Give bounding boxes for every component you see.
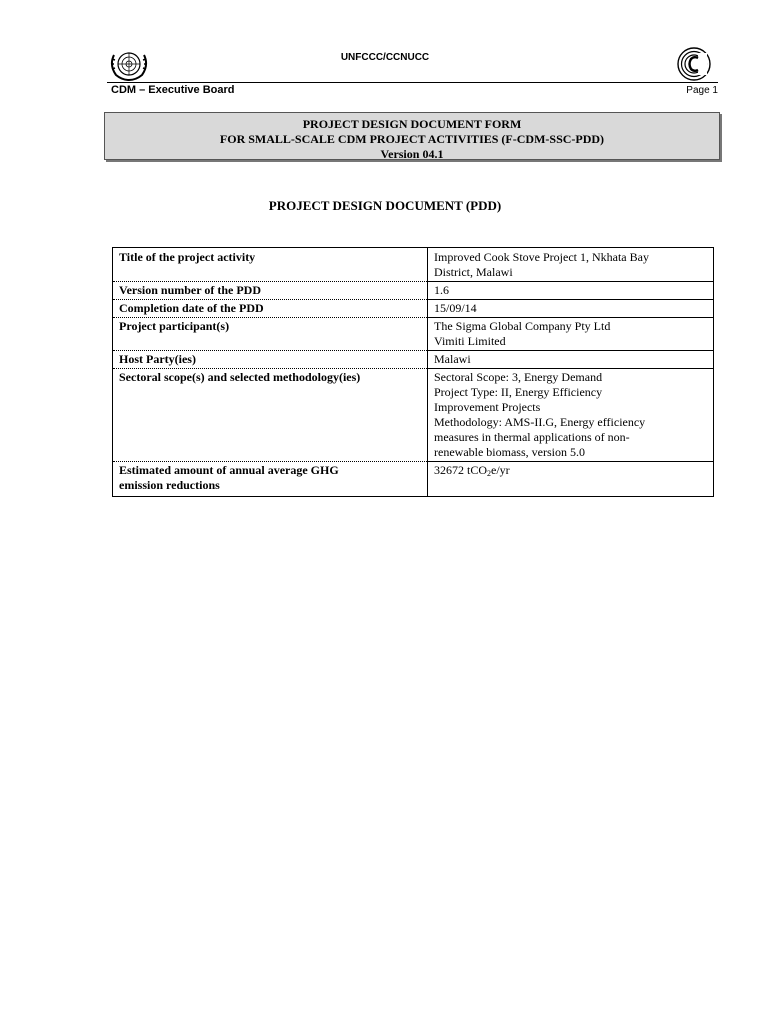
field-value: 15/09/14: [428, 300, 714, 318]
form-version: Version 04.1: [380, 147, 444, 161]
field-label: Host Party(ies): [113, 351, 428, 369]
climate-change-logo: [672, 45, 716, 83]
header-rule: [107, 82, 718, 83]
field-value: Improved Cook Stove Project 1, Nkhata Bay District, Malawi: [428, 248, 714, 282]
table-row: [113, 369, 714, 462]
table-row: [113, 462, 714, 497]
field-label: Estimated amount of annual average GHG emission reductions: [113, 462, 428, 497]
field-label: Completion date of the PDD: [113, 300, 428, 318]
board-header: CDM – Executive Board: [111, 84, 235, 96]
table-row: [113, 300, 714, 318]
field-label: Title of the project activity: [113, 248, 428, 282]
document-title: PROJECT DESIGN DOCUMENT (PDD): [268, 198, 502, 213]
table-row: [113, 351, 714, 369]
project-summary-table: [112, 247, 714, 497]
field-label: Sectoral scope(s) and selected methodology(ies): [113, 369, 428, 462]
field-value: 32672 tCO$_2$e/yr: [428, 462, 714, 497]
page-number: Page 1: [686, 85, 718, 96]
field-label: Project participant(s): [113, 318, 428, 351]
table-row: [113, 248, 714, 282]
org-header: UNFCCC/CCNUCC: [340, 52, 430, 63]
field-label: Version number of the PDD: [113, 282, 428, 300]
table-row: [113, 282, 714, 300]
field-value: The Sigma Global Company Pty Ltd Vimiti Limited: [428, 318, 714, 351]
form-title-line: PROJECT DESIGN DOCUMENT FORM: [302, 117, 522, 131]
field-value: Sectoral Scope: 3, Energy Demand Project Type: II, Energy Efficiency Improvement Projects Methodology: AMS-II.G, Energy efficiency measures in thermal applications of non- renewable biomass, version 5.0: [428, 369, 714, 462]
field-value: Malawi: [428, 351, 714, 369]
table-row: [113, 318, 714, 351]
field-value: 1.6: [428, 282, 714, 300]
form-title-box: [104, 112, 720, 160]
form-title-line: FOR SMALL-SCALE CDM PROJECT ACTIVITIES (F-CDM-SSC-PDD): [219, 132, 605, 146]
